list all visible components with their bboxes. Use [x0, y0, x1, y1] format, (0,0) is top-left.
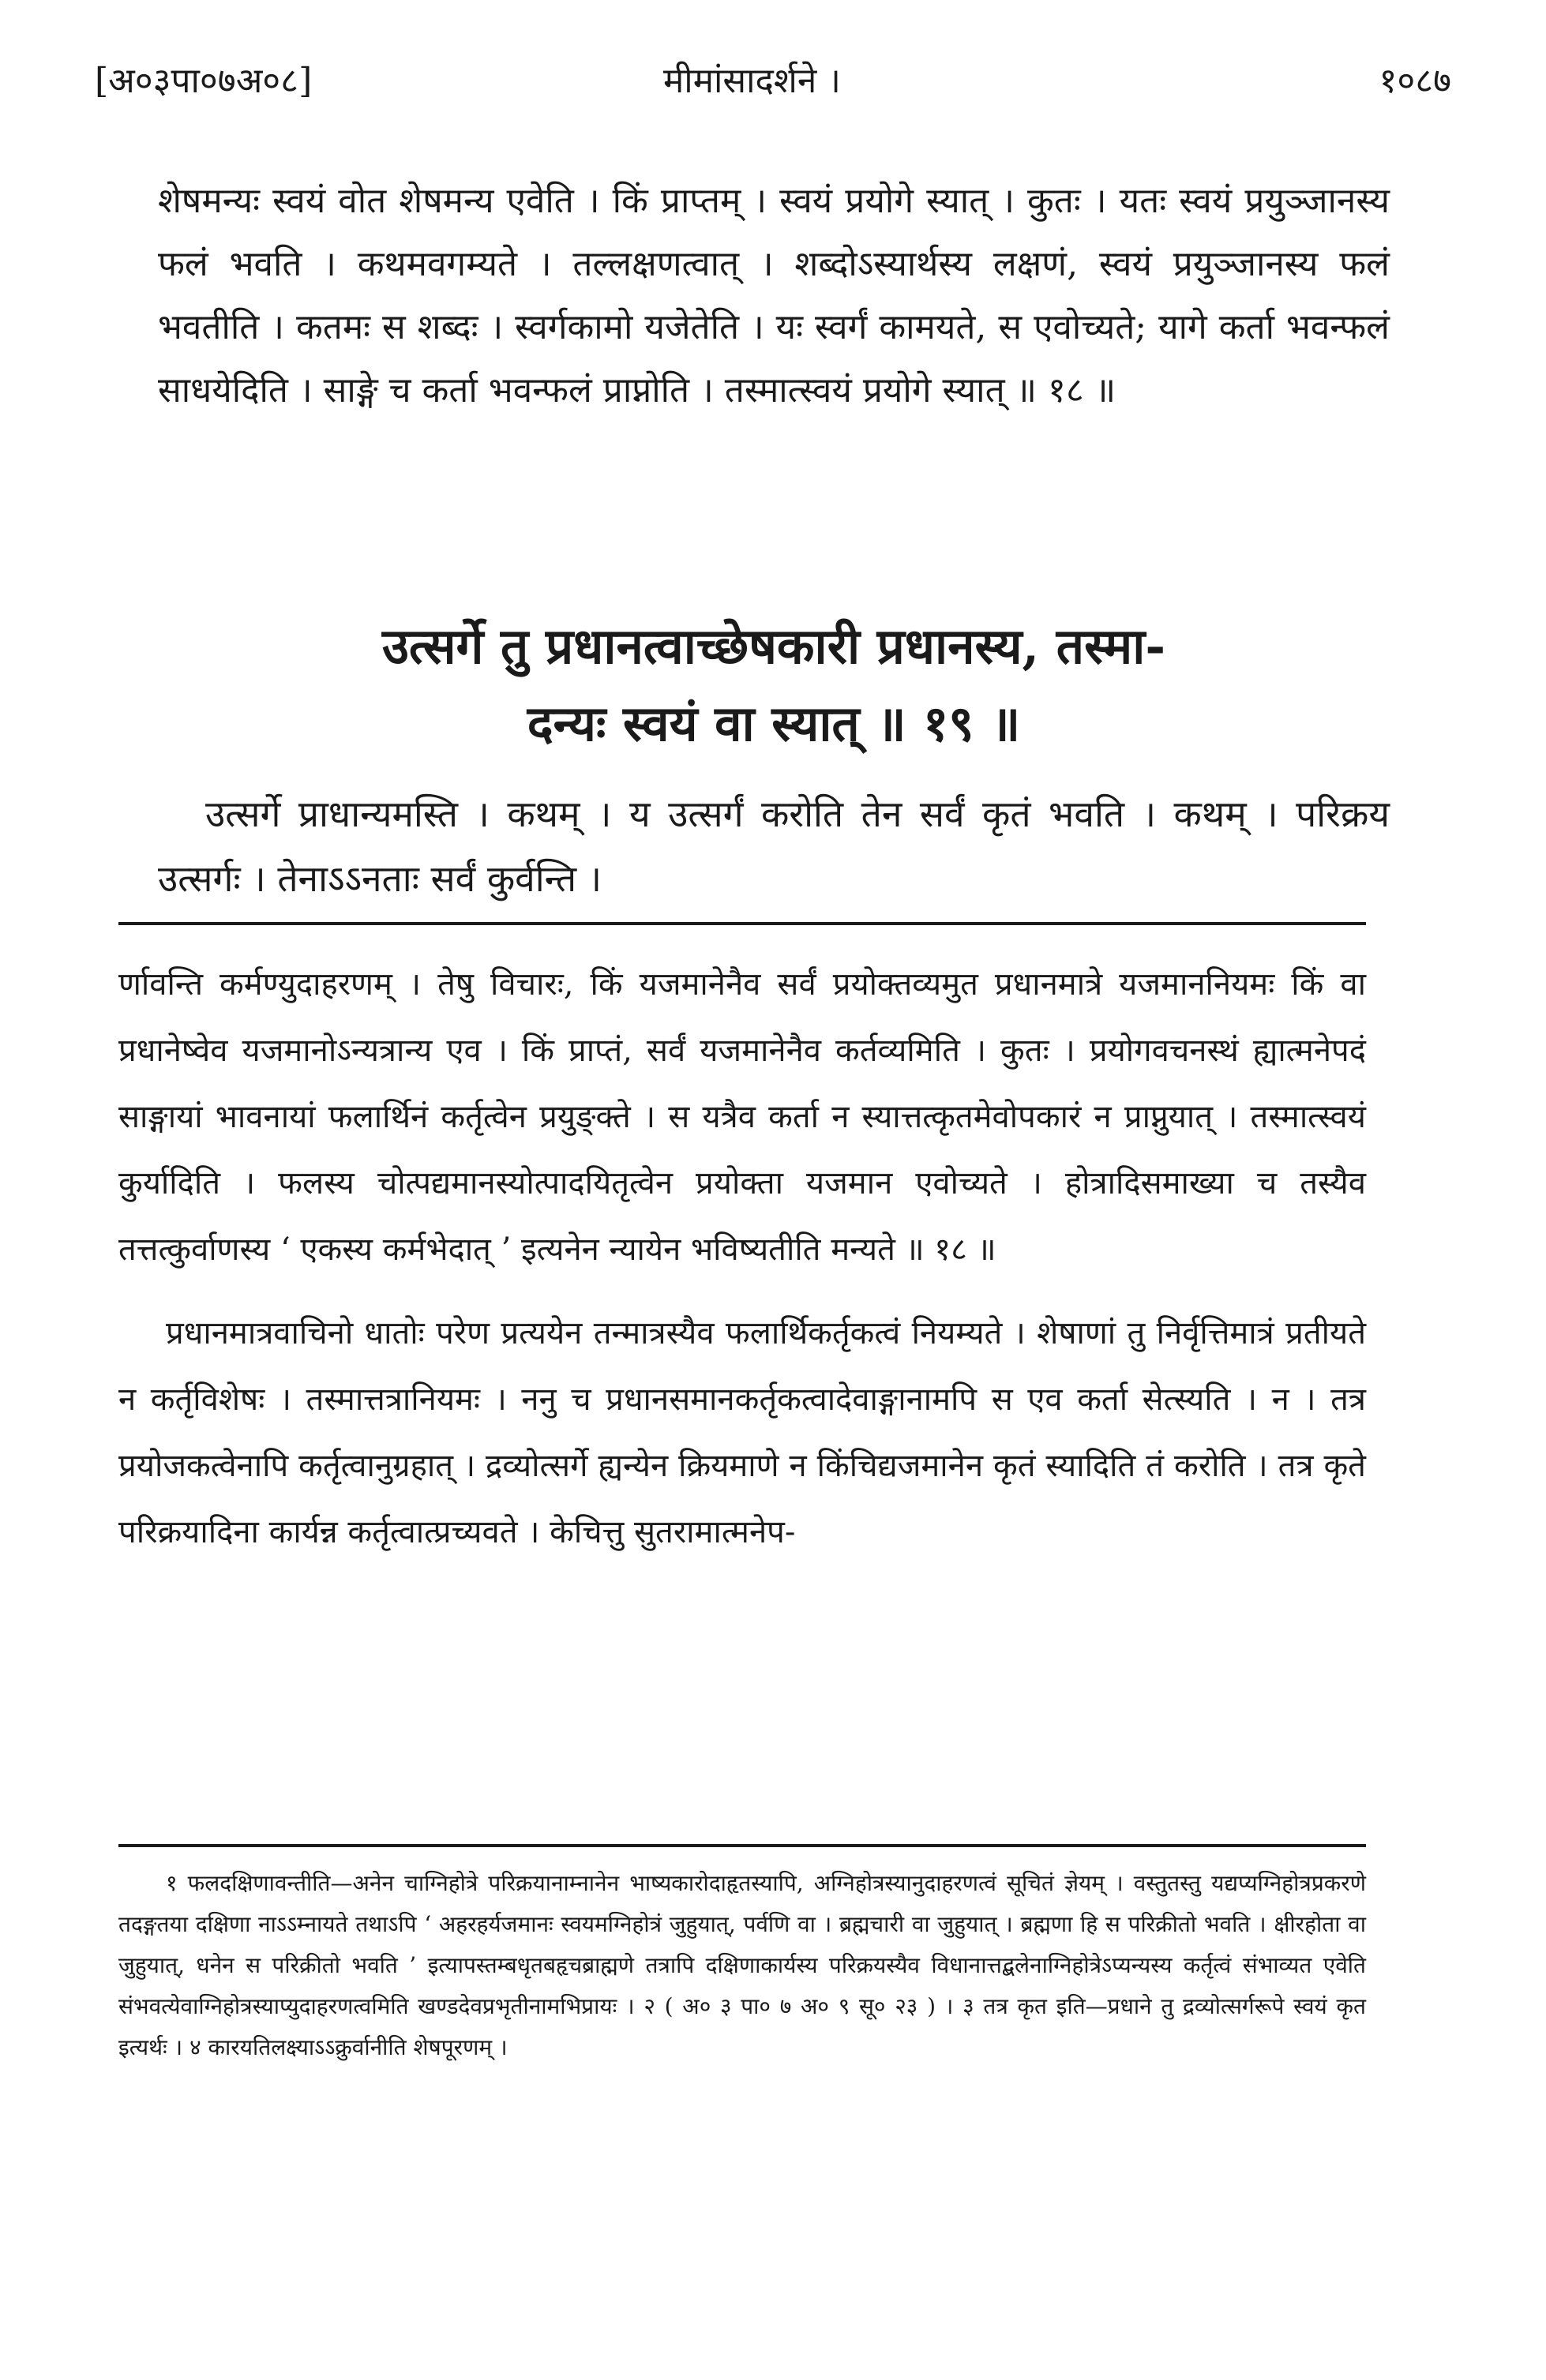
page-header	[95, 55, 1451, 118]
page-number: १०८७	[1379, 61, 1451, 101]
footnotes-block	[118, 1863, 1366, 2068]
commentary-block	[118, 951, 1366, 1565]
bhashya-paragraph: उत्सर्गे प्राधान्यमस्ति । कथम् । य उत्सर्गं करोति तेन सर्वं कृतं भवति । कथम् । परिक्रय उत्सर्गः । तेनाऽऽनताः सर्वं कुर्वन्ति ।	[158, 793, 1390, 900]
section-reference: [अ०३पा०७अ०८]	[95, 61, 313, 101]
bhashya-block	[158, 781, 1390, 911]
footnotes-paragraph: १ फलदक्षिणावन्तीति—अनेन चाग्निहोत्रे परिक्रयानाम्नानेन भाष्यकारोदाहृतस्यापि, अग्निहोत्रस्यानुदाहरणत्वं सूचितं ज्ञेयम् । वस्तुतस्तु यद्यप्यग्निहोत्रप्रकरणे तदङ्गतया दक्षिणा नाऽऽम्नायते तथाऽपि ‘ अहरहर्यजमानः स्वयमग्निहोत्रं जुहुयात्, पर्वणि वा । ब्रह्मचारी वा जुहुयात् । ब्रह्मणा हि स परिक्रीतो भवति । क्षीरहोता वा जुहुयात्, धनेन स परिक्रीतो भवति ’ इत्यापस्तम्बधृतबहृचब्राह्मणे तत्रापि दक्षिणाकार्यस्य परिक्रयस्यैव विधानात्तद्बलेनाग्निहोत्रेऽप्यन्यस्य कर्तृत्वं संभाव्यत एवेति संभवत्येवाग्निहोत्रस्याप्युदाहरणत्वमिति खण्डदेवप्रभृतीनामभिप्रायः । २ ( अ० ३ पा० ७ अ० ९ सू० २३ ) । ३ तत्र कृत इति—प्रधाने तु द्रव्योत्सर्गरूपे स्वयं कृत इत्यर्थः । ४ कारयतिलक्ष्याऽऽक्रुर्वानीति शेषपूरणम् ।	[118, 1870, 1366, 2060]
sutra-line-1: उत्सर्गे तु प्रधानत्वाच्छेषकारी प्रधानस्य, तस्मा-	[381, 617, 1166, 675]
sutra-block	[158, 608, 1390, 763]
main-text-block	[158, 170, 1390, 422]
commentary-paragraph-1: र्णावन्ति कर्मण्युदाहरणम् । तेषु विचारः, किं यजमानेनैव सर्वं प्रयोक्तव्यमुत प्रधानमात्रे यजमाननियमः किं वा प्रधानेष्वेव यजमानोऽन्यत्रान्य एव । किं प्राप्तं, सर्वं यजमानेनैव कर्तव्यमिति । कुतः । प्रयोगवचनस्थं ह्यात्मनेपदं साङ्गायां भावनायां फलार्थिनं कर्तृत्वेन प्रयुङ्क्ते । स यत्रैव कर्ता न स्यात्तत्कृतमेवोपकारं न प्राप्नुयात् । तस्मात्स्वयं कुर्यादिति । फलस्य चोत्पद्यमानस्योत्पादयितृत्वेन प्रयोक्ता यजमान एवोच्यते । होत्रादिसमाख्या च तस्यैव तत्तत्कुर्वाणस्य ‘ एकस्य कर्मभेदात् ’ इत्यनेन न्यायेन भविष्यतीति मन्यते ॥ १८ ॥	[118, 966, 1366, 1268]
running-title: मीमांसादर्शने ।	[663, 61, 841, 101]
commentary-paragraph-2: प्रधानमात्रवाचिनो धातोः परेण प्रत्ययेन तन्मात्रस्यैव फलार्थिकर्तृकत्वं नियम्यते । शेषाणां तु निर्वृत्तिमात्रं प्रतीयते न कर्तृविशेषः । तस्मात्तत्रानियमः । ननु च प्रधानसमानकर्तृकत्वादेवाङ्गानामपि स एव कर्ता सेत्स्यति । न । तत्र प्रयोजकत्वेनापि कर्तृत्वानुग्रहात् । द्रव्योत्सर्गे ह्यन्येन क्रियमाणे न किंचिद्यजमानेन कृतं स्यादिति तं करोति । तत्र कृते परिक्रयादिना कार्यन्न कर्तृत्वात्प्रच्यवते । केचित्तु सुतरामात्मनेप-	[118, 1315, 1366, 1550]
main-paragraph: शेषमन्यः स्वयं वोत शेषमन्य एवेति । किं प्राप्तम् । स्वयं प्रयोगे स्यात् । कुतः । यतः स्वयं प्रयुञ्जानस्य फलं भवति । कथमवगम्यते । तल्लक्षणत्वात् । शब्दोऽस्यार्थस्य लक्षणं, स्वयं प्रयुञ्जानस्य फलं भवतीति । कतमः स शब्दः । स्वर्गकामो यजेतेति । यः स्वर्गं कामयते, स एवोच्यते; यागे कर्ता भवन्फलं साधयेदिति । साङ्गे च कर्ता भवन्फलं प्राप्नोति । तस्मात्स्वयं प्रयोगे स्यात् ॥ १८ ॥	[158, 181, 1390, 410]
sutra-line-2: दन्यः स्वयं वा स्यात् ॥ १९ ॥	[527, 695, 1021, 752]
divider-rule	[118, 922, 1366, 925]
footnote-divider	[118, 1844, 1366, 1847]
